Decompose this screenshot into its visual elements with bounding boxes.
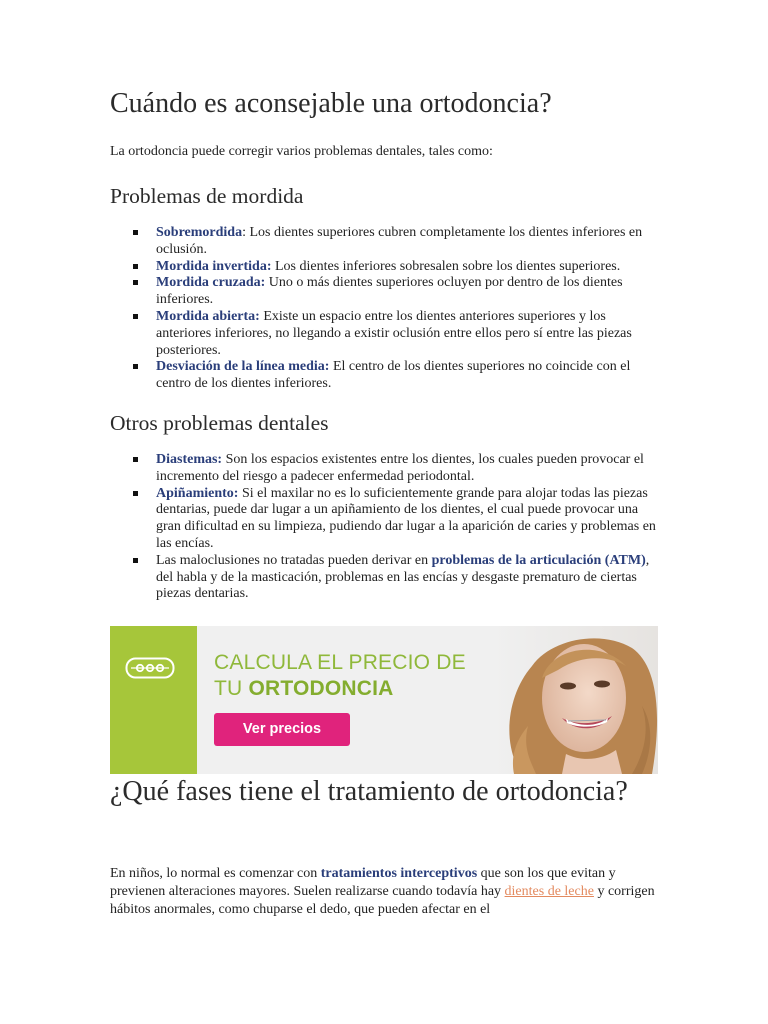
list-item	[156, 275, 660, 309]
ver-precios-button[interactable]: Ver precios	[214, 713, 350, 746]
item-text: , del habla y de la masticación, problemas en las encías y desgaste prematuro de ciertas piezas dentarias.	[156, 552, 650, 602]
intro-paragraph: La ortodoncia puede corregir varios problemas dentales, tales como:	[110, 144, 493, 159]
list-item	[156, 486, 660, 553]
orthodontics-price-banner[interactable]	[110, 626, 658, 774]
list-item	[156, 225, 660, 259]
term: Mordida abierta:	[156, 308, 260, 324]
term: Diastemas:	[156, 452, 223, 467]
item-prefix: Las maloclusiones no tratadas pueden derivar en	[156, 552, 432, 568]
bullet-icon	[133, 264, 138, 269]
page-title: Cuándo es aconsejable una ortodoncia?	[110, 88, 552, 119]
bullet-icon	[133, 314, 138, 319]
banner-headline-bold: ORTODONCIA	[248, 677, 394, 700]
item-text: Si el maxilar no es lo suficientemente grande para alojar todas las piezas dentarias, puede dar lugar a un apiñamiento de los dientes, el cual puede provocar una gran dificultad en su limpieza, pudiendo dar lugar a la aparición de caries y problemas en las encías.	[156, 485, 656, 551]
item-text: Uno o más dientes superiores ocluyen por dentro de los dientes inferiores.	[156, 275, 623, 308]
item-text: Los dientes inferiores sobresalen sobre los dientes superiores.	[271, 258, 621, 274]
item-text: Son los espacios existentes entre los dientes, los cuales pueden provocar el incremento del riesgo a padecer enfermedad periodontal.	[156, 452, 644, 484]
banner-headline-2	[214, 676, 394, 702]
other-problems-list	[110, 452, 660, 603]
list-item	[156, 309, 660, 359]
item-text: El centro de los dientes superiores no coincide con el centro de los dientes inferiores.	[156, 359, 631, 392]
banner-green-panel	[110, 626, 197, 774]
item-text: Existe un espacio entre los dientes anteriores superiores y los anteriores inferiores, no llegando a existir oclusión entre ellos pero sí entre las piezas posteriores.	[156, 308, 632, 358]
term: Sobremordida	[156, 225, 243, 240]
section-title-fases: ¿Qué fases tiene el tratamiento de ortodoncia?	[110, 776, 628, 807]
para-text: y corrigen hábitos anormales, como chuparse el dedo, que pueden afectar en el	[110, 884, 655, 917]
body-paragraph	[110, 865, 662, 919]
term: Mordida invertida:	[156, 258, 272, 274]
bullet-icon	[133, 491, 138, 496]
bullet-icon	[133, 280, 138, 285]
para-text: que son los que evitan y previenen alteraciones mayores. Suelen realizarse cuando todavía hay	[110, 866, 616, 899]
section-heading-otros: Otros problemas dentales	[110, 411, 329, 435]
item-text: Los dientes superiores cubren completamente los dientes inferiores en oclusión.	[156, 225, 643, 257]
bullet-icon	[133, 364, 138, 369]
bullet-icon	[133, 230, 138, 235]
bite-problems-list	[110, 225, 660, 393]
term-separator: :	[242, 225, 246, 240]
bullet-icon	[133, 457, 138, 462]
list-item	[156, 553, 660, 603]
term: Desviación de la línea media:	[156, 359, 330, 375]
term: Mordida cruzada:	[156, 275, 266, 291]
banner-headline-1: CALCULA EL PRECIO DE	[214, 651, 466, 674]
list-item	[156, 359, 660, 393]
term: Apiñamiento:	[156, 485, 239, 501]
banner-headline-prefix: TU	[214, 677, 249, 700]
bullet-icon	[133, 558, 138, 563]
smiling-woman-photo	[492, 626, 658, 774]
para-bold: tratamientos interceptivos	[320, 866, 478, 881]
term: problemas de la articulación (ATM)	[431, 552, 646, 568]
dientes-de-leche-link[interactable]: dientes de leche	[504, 884, 594, 899]
list-item	[156, 259, 660, 276]
braces-icon	[125, 657, 175, 679]
section-heading-mordida: Problemas de mordida	[110, 184, 304, 208]
para-text: En niños, lo normal es comenzar con	[110, 866, 321, 881]
list-item	[156, 452, 660, 486]
